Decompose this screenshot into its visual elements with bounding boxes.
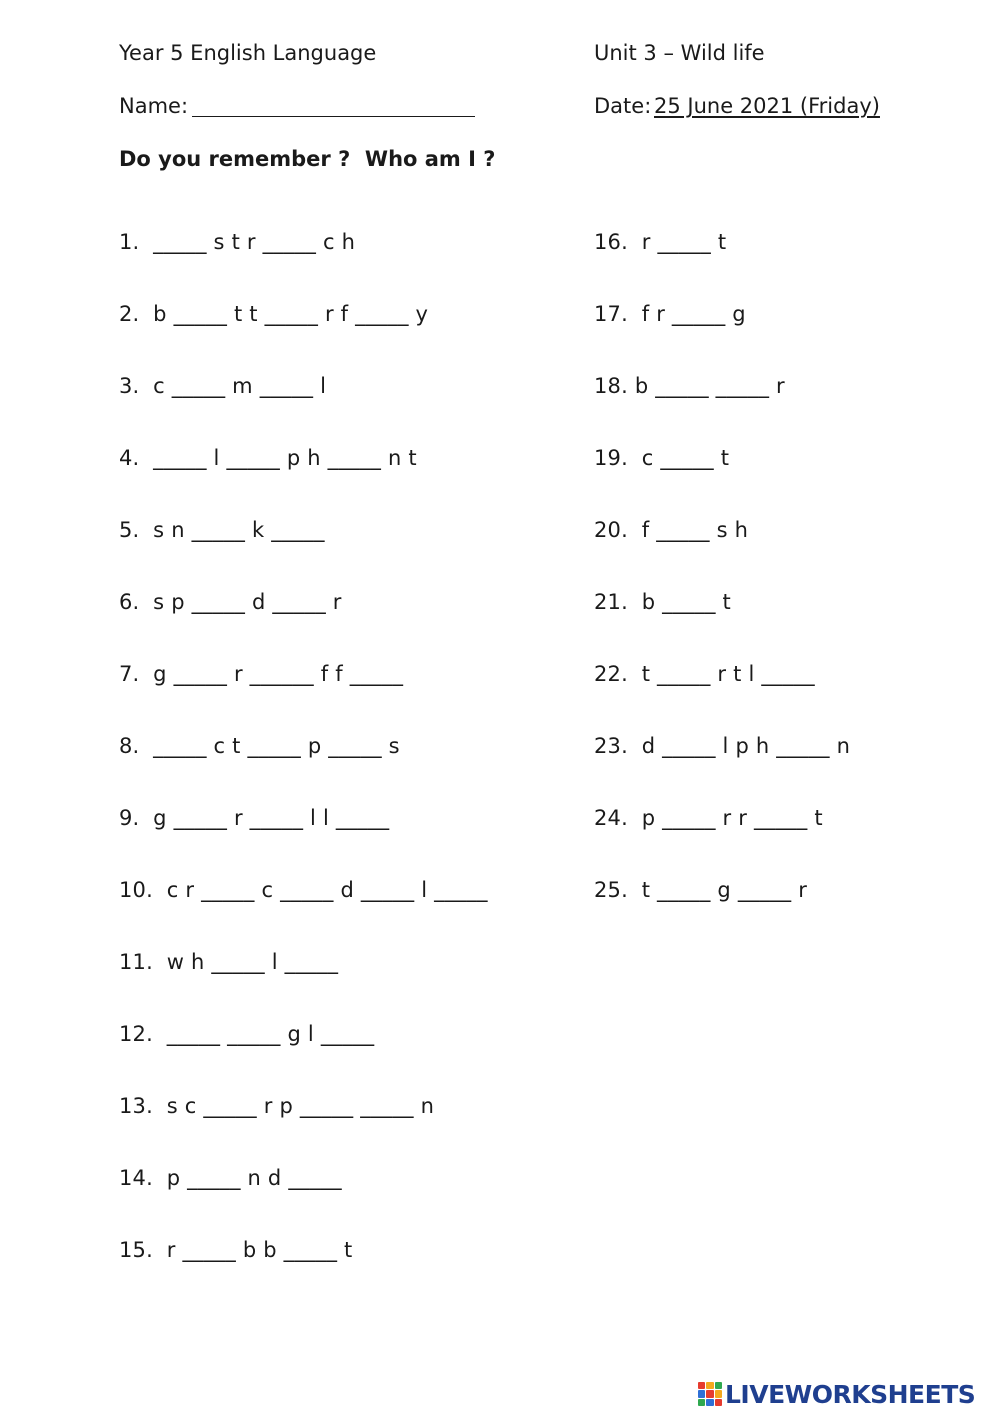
question-2[interactable]: 2. b _____ t t _____ r f _____ y (119, 302, 429, 326)
name-field[interactable] (192, 116, 475, 117)
date-value: 25 June 2021 (Friday) (654, 94, 880, 118)
date-label: Date: (594, 94, 658, 118)
question-13[interactable]: 13. s c _____ r p _____ _____ n (119, 1094, 435, 1118)
subject-title: Year 5 English Language (119, 41, 377, 65)
question-11[interactable]: 11. w h _____ l _____ (119, 950, 339, 974)
question-8[interactable]: 8. _____ c t _____ p _____ s (119, 734, 400, 758)
question-25[interactable]: 25. t _____ g _____ r (594, 878, 808, 902)
question-16[interactable]: 16. r _____ t (594, 230, 727, 254)
question-15[interactable]: 15. r _____ b b _____ t (119, 1238, 353, 1262)
logo-text: LIVEWORKSHEETS (725, 1379, 976, 1409)
question-6[interactable]: 6. s p _____ d _____ r (119, 590, 342, 614)
instruction-heading: Do you remember ? Who am I ? (119, 147, 496, 171)
name-label: Name: (119, 94, 195, 118)
question-1[interactable]: 1. _____ s t r _____ c h (119, 230, 356, 254)
question-21[interactable]: 21. b _____ t (594, 590, 731, 614)
question-14[interactable]: 14. p _____ n d _____ (119, 1166, 342, 1190)
unit-title: Unit 3 – Wild life (594, 41, 765, 65)
question-20[interactable]: 20. f _____ s h (594, 518, 749, 542)
question-3[interactable]: 3. c _____ m _____ l (119, 374, 327, 398)
question-12[interactable]: 12. _____ _____ g l _____ (119, 1022, 375, 1046)
question-17[interactable]: 17. f r _____ g (594, 302, 746, 326)
liveworksheets-logo (698, 1378, 975, 1410)
question-19[interactable]: 19. c _____ t (594, 446, 730, 470)
question-4[interactable]: 4. _____ l _____ p h _____ n t (119, 446, 417, 470)
question-22[interactable]: 22. t _____ r t l _____ (594, 662, 815, 686)
liveworksheets-logo-icon (698, 1382, 722, 1406)
question-10[interactable]: 10. c r _____ c _____ d _____ l _____ (119, 878, 488, 902)
question-24[interactable]: 24. p _____ r r _____ t (594, 806, 823, 830)
question-9[interactable]: 9. g _____ r _____ l l _____ (119, 806, 390, 830)
question-7[interactable]: 7. g _____ r ______ f f _____ (119, 662, 404, 686)
question-5[interactable]: 5. s n _____ k _____ (119, 518, 325, 542)
question-23[interactable]: 23. d _____ l p h _____ n (594, 734, 851, 758)
question-18[interactable]: 18. b _____ _____ r (594, 374, 785, 398)
